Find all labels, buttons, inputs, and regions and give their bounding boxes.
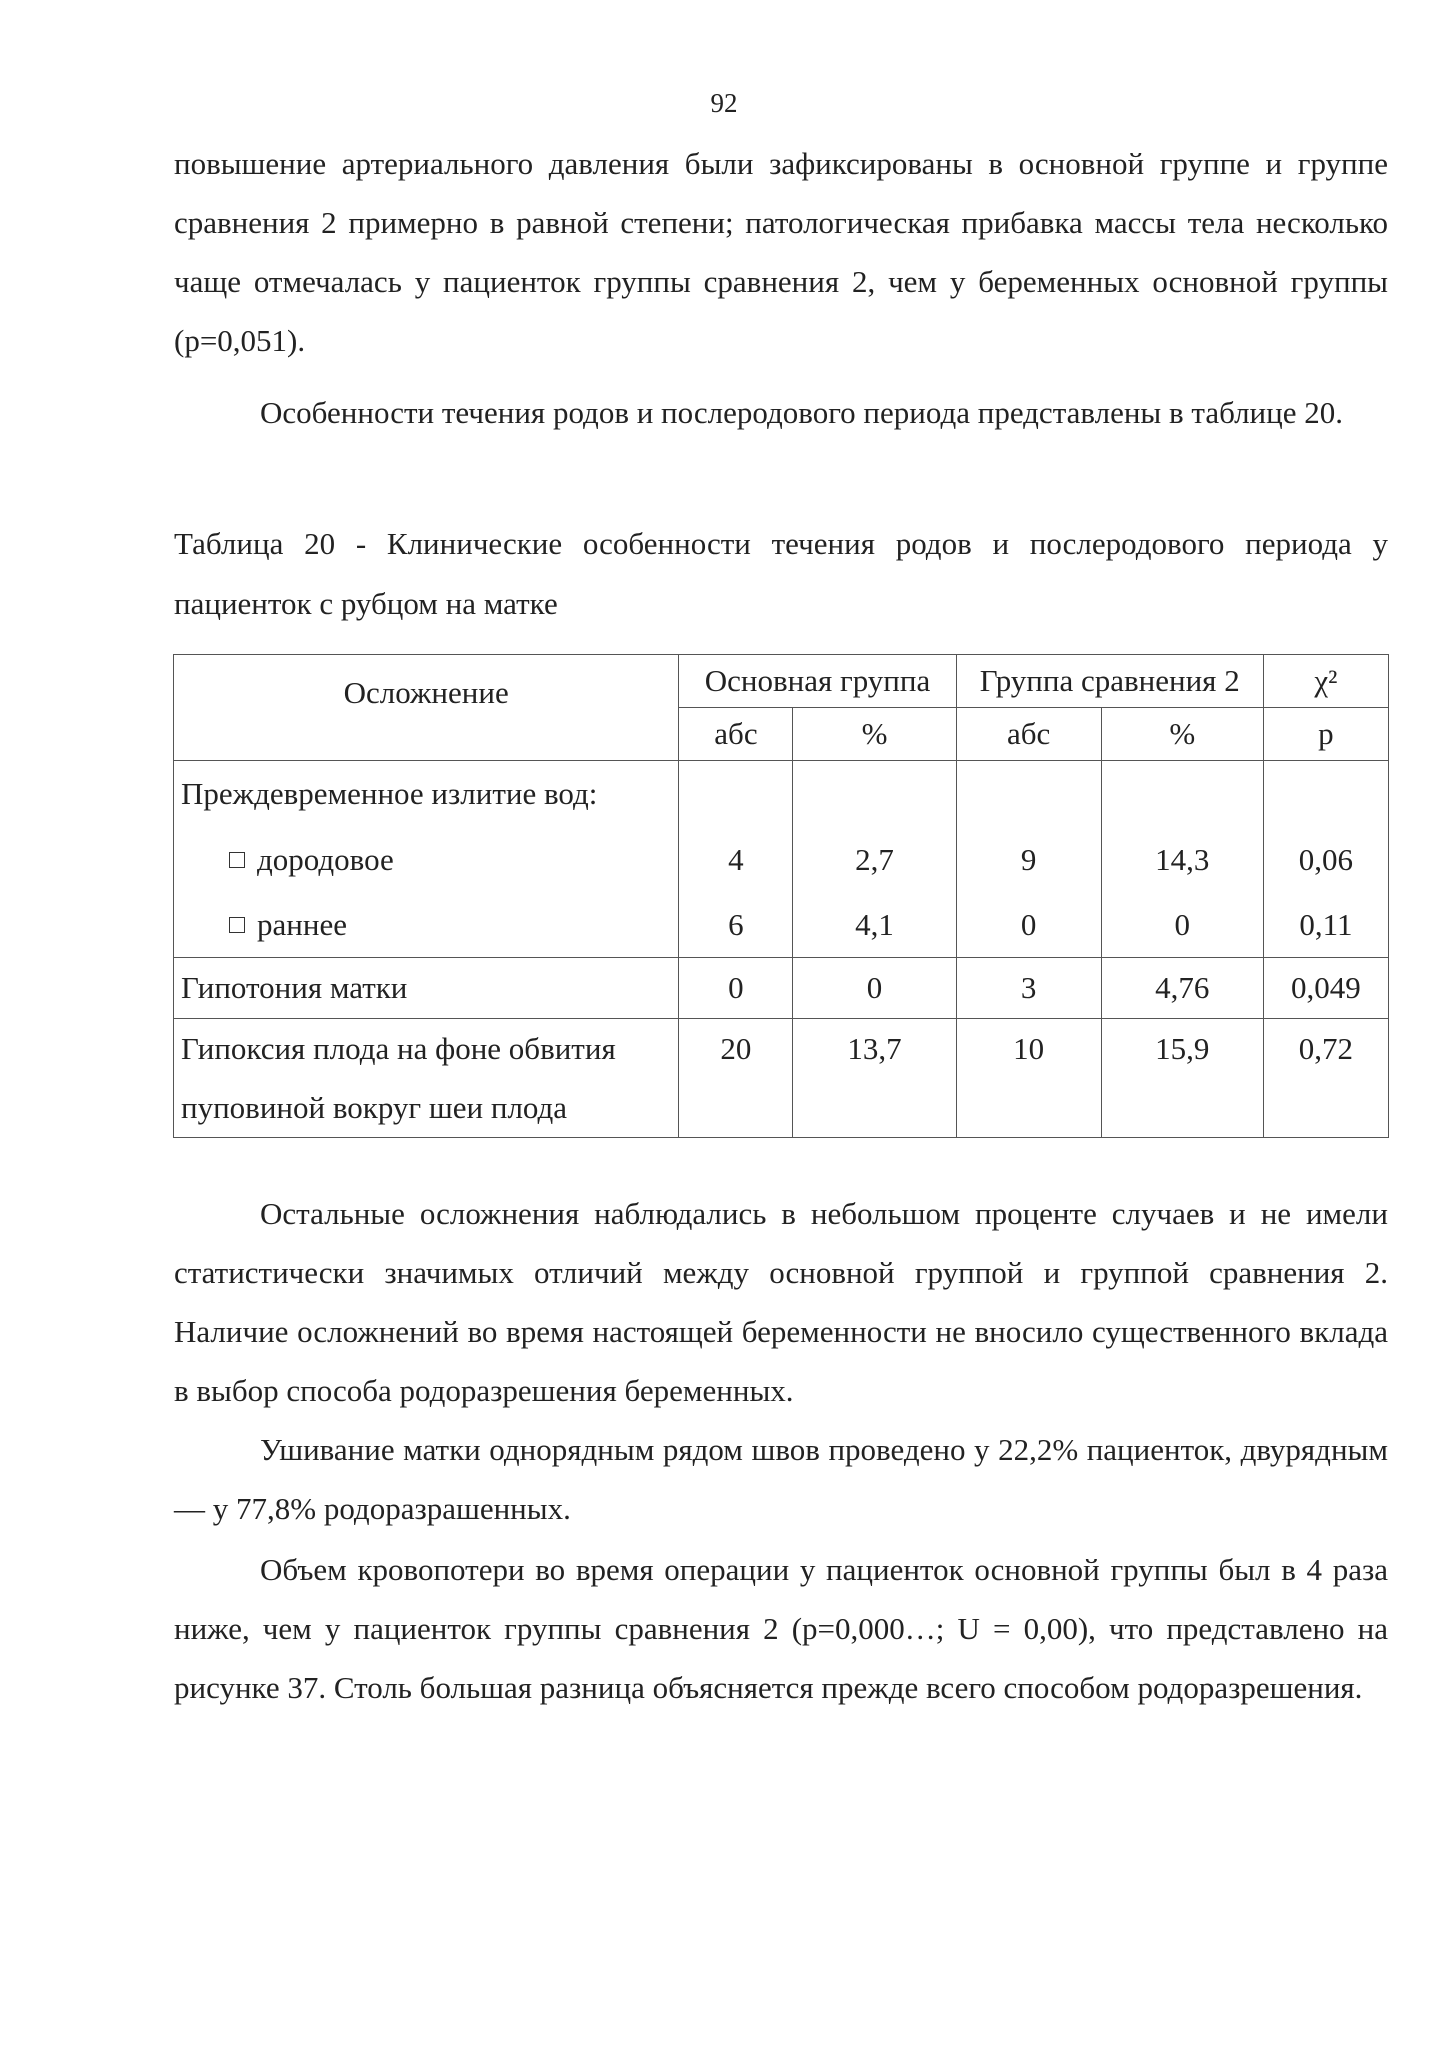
header-pct-main: %	[793, 708, 956, 761]
premature-pct-main	[793, 761, 956, 958]
header-chi: χ²	[1263, 655, 1388, 708]
paragraph-3	[174, 1184, 1388, 1420]
paragraph-4	[174, 1420, 1388, 1538]
table-row	[174, 958, 1389, 1019]
hypoxia-abs-comparison: 10	[956, 1019, 1101, 1138]
cell-value: 0,11	[1299, 907, 1353, 942]
cell-value: 0,06	[1298, 842, 1354, 877]
header-p: р	[1263, 708, 1388, 761]
premature-sub-1-label: дородовое	[257, 842, 394, 877]
table-row	[174, 761, 1389, 958]
hypotonia-abs-comparison: 3	[956, 958, 1101, 1019]
paragraph-4-text: Ушивание матки однорядным рядом швов проведено у 22,2% пациенток, двурядным — у 77,8% родоразрашенных.	[174, 1432, 1388, 1526]
checkbox-square-icon	[229, 917, 245, 933]
cell-value: 4	[728, 842, 744, 877]
hypotonia-label: Гипотония матки	[174, 958, 679, 1019]
hypoxia-pct-comparison: 15,9	[1101, 1019, 1263, 1138]
cell-value: 0	[1174, 907, 1191, 942]
header-pct-comparison: %	[1101, 708, 1263, 761]
page-number: 92	[710, 88, 738, 118]
hypotonia-p: 0,049	[1263, 958, 1388, 1019]
table-header-row	[174, 655, 1389, 708]
paragraph-3-text: Остальные осложнения наблюдались в небольшом проценте случаев и не имели статистически значимых отличий между основной группой и группой сравнения 2. Наличие осложнений во время настоящей беременности не вносило существенного вклада в выбор способа родоразрешения беременных.	[174, 1196, 1388, 1408]
complications-table	[173, 654, 1389, 1138]
premature-abs-main	[679, 761, 793, 958]
table-caption	[174, 514, 1388, 634]
header-complication: Осложнение	[174, 655, 679, 761]
hypoxia-abs-main: 20	[679, 1019, 793, 1138]
paragraph-5	[174, 1540, 1388, 1717]
premature-p	[1263, 761, 1388, 958]
table-row	[174, 1019, 1389, 1138]
premature-sub-2	[181, 892, 678, 957]
hypotonia-pct-main: 0	[793, 958, 956, 1019]
paragraph-5-text: Объем кровопотери во время операции у пациенток основной группы был в 4 раза ниже, чем у пациенток группы сравнения 2 (р=0,000…; U = 0,00), что представлено на рисунке 37. Столь большая разница объясняется прежде всего способом родоразрешения.	[174, 1552, 1388, 1705]
cell-value: 9	[1020, 842, 1037, 877]
paragraph-1	[174, 134, 1388, 370]
header-comparison-group: Группа сравнения 2	[956, 655, 1263, 708]
row-premature-label	[174, 761, 679, 958]
hypoxia-label-line-1: Гипоксия плода на фоне обвития	[181, 1031, 616, 1066]
checkbox-square-icon	[229, 852, 245, 868]
hypoxia-label-line-2: пуповиной вокруг шеи плода	[181, 1090, 568, 1125]
hypoxia-p: 0,72	[1263, 1019, 1388, 1138]
cell-value: 0	[1020, 907, 1037, 942]
paragraph-2-text: Особенности течения родов и послеродового периода представлены в таблице 20.	[260, 395, 1343, 430]
header-main-group: Основная группа	[679, 655, 956, 708]
header-abs-comparison: абс	[956, 708, 1101, 761]
paragraph-2	[174, 383, 1388, 442]
premature-pct-comparison	[1101, 761, 1263, 958]
hypotonia-pct-comparison: 4,76	[1101, 958, 1263, 1019]
paragraph-1-text: повышение артериального давления были зафиксированы в основной группе и группе сравнения 2 примерно в равной степени; патологическая прибавка массы тела несколько чаще отмечалась у пациенток группы сравнения 2, чем у беременных основной группы (р=0,051).	[174, 146, 1388, 358]
cell-value: 2,7	[855, 842, 894, 877]
hypoxia-label	[174, 1019, 679, 1138]
premature-sub-2-label: раннее	[257, 907, 347, 942]
hypotonia-abs-main: 0	[679, 958, 793, 1019]
cell-value: 14,3	[1155, 842, 1210, 877]
table-caption-text: Таблица 20 - Клинические особенности течения родов и послеродового периода у пациенток с рубцом на матке	[174, 526, 1388, 621]
premature-label: Преждевременное излитие вод:	[181, 776, 598, 811]
hypoxia-pct-main: 13,7	[793, 1019, 956, 1138]
premature-sub-1	[181, 827, 678, 892]
cell-value: 6	[728, 907, 744, 942]
cell-value: 4,1	[855, 907, 894, 942]
premature-abs-comparison	[956, 761, 1101, 958]
header-abs-main: абс	[679, 708, 793, 761]
